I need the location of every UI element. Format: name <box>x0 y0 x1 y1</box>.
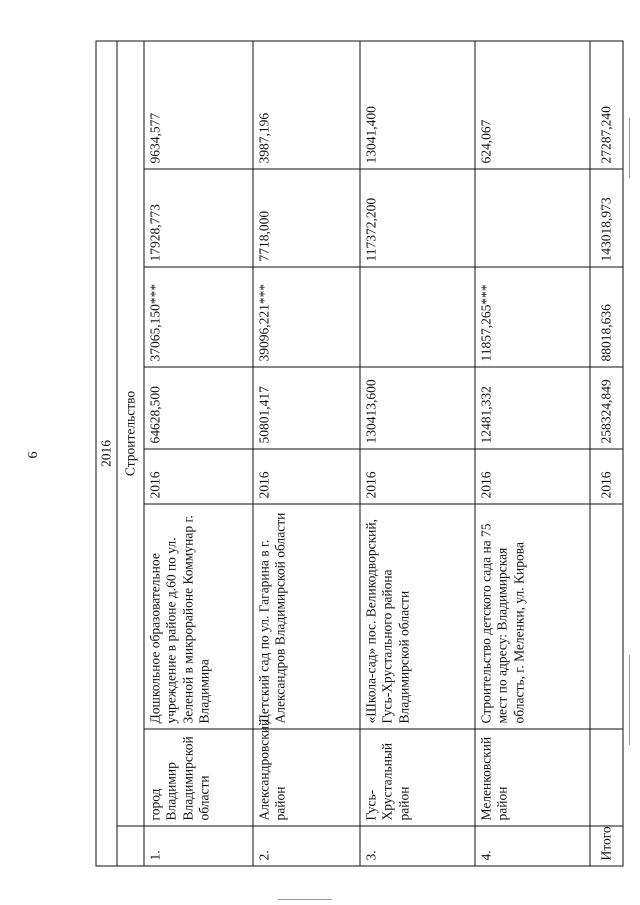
row-object: «Школа-сад» пос. Великодворский, Гусь-Хрустального района Владимирской области <box>360 504 475 729</box>
total-empty-district <box>590 729 623 826</box>
row-col2: 39096,221*** <box>253 267 360 367</box>
row-year: 2016 <box>475 449 590 504</box>
year-header-row <box>96 41 117 866</box>
year-header: 2016 <box>96 41 117 866</box>
row-col2: 11857,265*** <box>475 267 590 367</box>
row-col1: 64628,500 <box>144 367 253 449</box>
row-year: 2016 <box>360 449 475 504</box>
construction-table <box>95 40 623 866</box>
row-district: Александровский район <box>253 729 360 826</box>
row-object: Дошкольное образовательное учреждение в районе д.60 по ул. Зеленой в микрорайоне Коммунар г. Владимира <box>144 504 253 729</box>
row-col4: 9634,577 <box>144 41 253 169</box>
scan-mark-right-upper <box>629 118 630 178</box>
table-row <box>475 41 590 866</box>
table-row <box>360 41 475 866</box>
total-col4: 27287,240 <box>590 41 623 169</box>
row-col1: 12481,332 <box>475 367 590 449</box>
row-district: город Владимир Владимирской области <box>144 729 253 826</box>
rotated-table-area <box>95 41 613 866</box>
total-year: 2016 <box>590 449 623 504</box>
total-row <box>590 41 623 866</box>
row-col2 <box>360 267 475 367</box>
row-year: 2016 <box>144 449 253 504</box>
total-label: Итого <box>590 826 623 866</box>
scan-mark-bottom <box>278 899 332 900</box>
row-col3: 7718,000 <box>253 169 360 267</box>
row-col1: 130413,600 <box>360 367 475 449</box>
row-col1: 50801,417 <box>253 367 360 449</box>
row-index: 2. <box>253 826 360 866</box>
row-index: 4. <box>475 826 590 866</box>
row-col3: 17928,773 <box>144 169 253 267</box>
total-col3: 143018,973 <box>590 169 623 267</box>
page-number: 6 <box>26 451 41 459</box>
section-header-row <box>117 41 144 866</box>
row-index: 3. <box>360 826 475 866</box>
row-district: Меленковский район <box>475 729 590 826</box>
total-col1: 258324,849 <box>590 367 623 449</box>
row-object: Строительство детского сада на 75 мест по адресу: Владимирская область, г. Меленки, ул. Кирова <box>475 504 590 729</box>
table-row <box>144 41 253 866</box>
row-col4: 13041,400 <box>360 41 475 169</box>
row-col3: 117372,200 <box>360 169 475 267</box>
scan-mark-right-lower <box>629 655 630 745</box>
row-index: 1. <box>144 826 253 866</box>
row-col4: 624,067 <box>475 41 590 169</box>
row-col4: 3987,196 <box>253 41 360 169</box>
row-district: Гусь-Хрустальный район <box>360 729 475 826</box>
row-col3 <box>475 169 590 267</box>
section-header-spacer <box>117 826 144 866</box>
table-row <box>253 41 360 866</box>
row-year: 2016 <box>253 449 360 504</box>
row-col2: 37065,150*** <box>144 267 253 367</box>
row-object: Детский сад по ул. Гагарина в г. Александров Владимирской области <box>253 504 360 729</box>
section-header: Строительство <box>117 41 144 826</box>
total-col2: 88018,636 <box>590 267 623 367</box>
total-empty-object <box>590 504 623 729</box>
table-rotator <box>95 41 613 866</box>
